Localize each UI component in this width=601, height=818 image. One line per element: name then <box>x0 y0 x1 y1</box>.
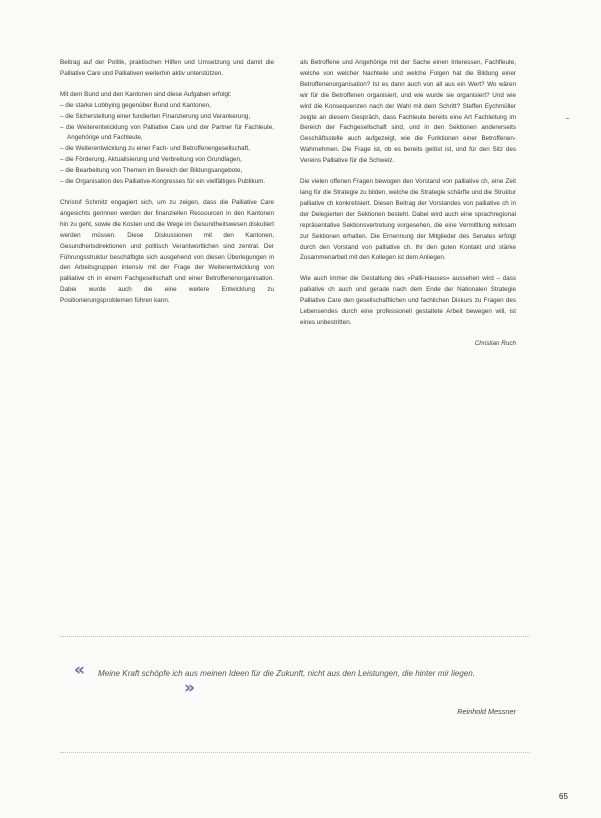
quote-close-icon: » <box>184 678 195 698</box>
tasks-list <box>60 101 274 188</box>
left-paragraph-3: Christof Schmitz engagiert sich, um zu zeigen, dass die Palliative Care angesichts gerinnen werden der finanziellen Ressourcen in den Kantonen hin zu geht, sowie die Kosten und die Wege im Gesundheitswesen diskutiert werden müssen. Diese Diskussionen mit den Kantonen, Gesundheitsdirektionen und politisch Verantwortlichen sind zentral. Der Führungsstruktur beschäftigte sich ausgehend von diesen Überlegungen in den Arbeitsgruppen intensiv mit der Frage der Weiterentwicklung von palliative ch in einem Fachgesellschaft und einer Betroffenenorganisation. Dabei wurde auch die eine weitere Entwicklung zu Positionierungsproblemen führen kann. <box>60 198 274 305</box>
right-paragraph-2: Die vielen offenen Fragen bewogen den Vorstand von palliative ch, eine Zeit lang für die Strategie zu bilden, welche die Strategie schärfte und die Struktur palliative ch konkretisiert. Diesen Beitrag der Vorstandes von palliative ch in der Delegierten der Sektionen besteht. Dabei wird auch eine sprachregional repräsentative Sektionsvertretung vorgesehen, die eine Vermittlung wirksam zur Sektionen erhalten. Die Ernennung der Mitglieder des Senates erfolgt durch den Vorstand von palliative ch. Ihr den guten Kontakt und stärke Zusammenarbeit mit den Kollegen ist dem Anliegen. <box>300 178 516 262</box>
page-number: 65 <box>559 792 568 801</box>
margin-mark <box>566 118 569 119</box>
left-paragraph-2: Mit dem Bund und den Kantonen sind diese Aufgaben erfolgt: <box>60 90 232 98</box>
left-column <box>60 58 274 317</box>
pull-quote <box>60 636 530 753</box>
list-item: – die starke Lobbying gegenüber Bund und Kantonen, <box>60 101 274 112</box>
list-item: – die Förderung, Aktualisierung und Verbreitung von Grundlagen, <box>60 155 274 166</box>
list-item: – die Bearbeitung von Themen im Bereich der Bildungsangebote, <box>60 166 274 177</box>
list-item: – die Organisation des Palliative-Kongresses für ein vielfältiges Publikum. <box>60 177 274 188</box>
list-item: – die Weiterentwicklung von Palliative Care und der Partner für Fachleute, Angehörige und Fachleute, <box>60 123 274 145</box>
left-paragraph-1: Beitrag auf der Politik, praktischen Hilfen und Umsetzung und damit die Palliative Care und Palliativen weiterhin aktiv unterstützen. <box>60 59 274 77</box>
right-paragraph-1: als Betroffene und Angehörige mit der Sache einen Interessen, Fachfleute, welche von welcher Nachteile und welche Folgen hat die Bildung einer Betroffenenorganisation? Ist es dann auch von all aus ein Wert? Wo wären wir für die Betroffenen organisiert, und wie wurde sie organisiert? Und wie wird die Konsequenzen nach der Wahl mit dem Schritt? Steffen Eychmüller zeigte an diesem Gespräch, dass Fachleute bereits eine Art Fachleitung im Bereich der Fachgesellschaft sind, und in den Sektionen andererseits Geschäftsstelle auch aufgezeigt, wie die Funktionen einer Betroffenen-Wahrnehmen. Die Frage ist, ob es bereits gelöst ist, und für den Sitz des Vereins Palliative für die Schweiz. <box>300 59 516 165</box>
list-item: – die Sicherstellung einer fundierten Finanzierung und Verankerung, <box>60 112 274 123</box>
right-column <box>300 58 516 350</box>
author-signature: Christian Ruch <box>474 339 516 347</box>
quote-author: Reinhold Messner <box>457 707 516 716</box>
right-paragraph-3: Wie auch immer die Gestaltung des «Palli-Hauses» aussehen wird – dass palliative ch auch und gerade nach dem Ende der Nationalen Strategie Palliative Care den gesellschaftlichen und fachlichen Diskurs zu Fragen des Lebensendes durch eine professionell gestaltete Arbeit bewegen will, ist eines unbestritten. <box>300 275 516 326</box>
quote-text: Meine Kraft schöpfe ich aus meinen Ideen für die Zukunft, nicht aus den Leistungen, die hinter mir liegen. <box>98 669 476 678</box>
quote-open-icon: « <box>74 660 85 680</box>
list-item: – die Weiterentwicklung zu einer Fach- und Betroffenengesellschaft, <box>60 144 274 155</box>
